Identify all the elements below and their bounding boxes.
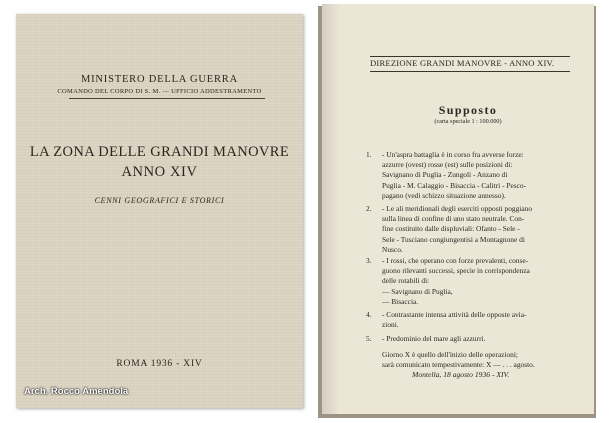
list-item (368, 334, 580, 344)
list-item (368, 150, 580, 201)
list-item (368, 256, 580, 307)
item-line: - Contrastante intensa attività delle opposte avia- (382, 310, 527, 319)
archive-credit: Arch. Rocco Amendola (24, 386, 129, 397)
cover-ministry: MINISTERO DELLA GUERRA (80, 74, 238, 85)
item-line: — Savignano di Puglia, (382, 286, 453, 296)
item-line: fine costituito dalle displuviali: Ofanto - Sele - (382, 224, 520, 234)
cover-title-line1: LA ZONA DELLE GRANDI MANOVRE (29, 144, 290, 160)
cover-place-year: ROMA 1936 - XIV (116, 359, 203, 369)
open-page (322, 4, 594, 414)
cover-divider (69, 98, 265, 99)
item-line: guono rilevanti successi, specie in corrispondenza (382, 266, 530, 276)
item-line: Sele - Tusciano congiungentisi a Montagnone di (382, 234, 525, 244)
item-line: sulla linea di confine di uno stato neutrale. Con- (382, 214, 525, 224)
list-item (368, 310, 580, 330)
item-line: pagano (vedi schizzo situazione annesso). (382, 190, 506, 200)
place-date-signature: Montella, 18 agosto 1936 - XIV. (412, 370, 510, 379)
item-line: azzurre (ovest) rosse (est) sulle posizioni di: (382, 160, 513, 170)
item-number: 2. (366, 204, 372, 213)
item-number: 5. (366, 334, 372, 343)
cover-command: COMANDO DEL CORPO DI S. M. — UFFICIO ADDESTRAMENTO (57, 88, 262, 95)
item-line: - Predominio del mare agli azzurri. (382, 334, 486, 343)
item-number: 1. (366, 150, 372, 159)
closing-line: Giorno X è quello dell'inizio delle operazioni; (382, 350, 518, 359)
page-title: Supposto (438, 103, 498, 117)
cover-subtitle: CENNI GEOGRAFICI E STORICI (94, 196, 225, 205)
closing-line: sarà comunicato tempestivamente: X — . . . agosto. (382, 360, 535, 370)
item-line: zioni. (382, 320, 399, 330)
item-line: Puglia - M. Calaggio - Bisaccia - Calitri - Pesco- (382, 180, 527, 190)
item-number: 4. (366, 310, 372, 319)
closing-paragraph (382, 350, 582, 370)
item-line: Savignano di Puglia - Zungoli - Anzano di (382, 170, 508, 180)
item-line: — Bisaccia. (382, 296, 419, 306)
item-line: - Le ali meridionali degli eserciti opposti poggiano (382, 204, 533, 213)
item-line: Nusco. (382, 244, 403, 254)
map-scale: (carta speciale 1 : 100.000) (434, 118, 502, 125)
item-number: 3. (366, 256, 372, 265)
header-rule-bottom (370, 71, 570, 72)
list-item (368, 204, 580, 255)
booklet-cover (16, 14, 303, 408)
cover-title-line2: ANNO XIV (121, 164, 198, 180)
header-rule-top (370, 56, 570, 57)
item-line: - I rossi, che operano con forze prevalenti, conse- (382, 256, 529, 265)
item-line: delle rotabili di: (382, 276, 430, 286)
item-line: - Un'aspra battaglia è in corso fra avverse forze: (382, 150, 524, 159)
page-header: DIREZIONE GRANDI MANOVRE - ANNO XIV. (370, 58, 555, 68)
